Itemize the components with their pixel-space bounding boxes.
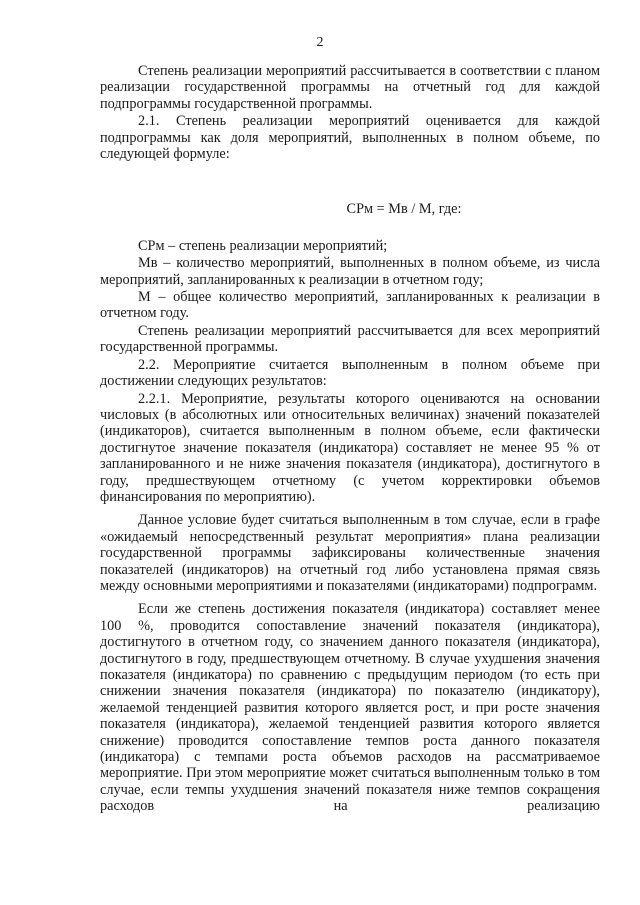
paragraph-comparison: Если же степень достижения показателя (индикатора) составляет менее 100 %, проводится сопоставление значений показателя (индикатора), достигнутого в отчетном году, со значением данного показателя (индикатора), достигнутого в году, предшествующем отчетному. В случае ухудшения значения показателя (индикатора) по сравнению с предыдущим периодом (то есть при снижении значения показателя (индикатора) по показателю (индикатору), желаемой тенденцией развития которого является рост, и при росте значения показателя (индикатора), желаемой тенденцией развития которого является снижение) проводится сопоставление темпов роста данного показателя (индикатора) с темпами роста объемов расходов на рассматриваемое мероприятие. При этом мероприятие может считаться выполненным только в том случае, если темпы ухудшения значений показателя ниже темпов сокращения расходов на реализацию xyxy=(100,601,600,815)
page-number: 2 xyxy=(316,35,324,50)
paragraph-2-1: 2.1. Степень реализации мероприятий оценивается для каждой подпрограммы как доля мероприятий, выполненных в полном объеме, по следующей формуле: xyxy=(100,113,600,163)
paragraph-2-2: 2.2. Мероприятие считается выполненным в полном объеме при достижении следующих результатов: xyxy=(100,356,600,390)
paragraph-2-2-1: 2.2.1. Мероприятие, результаты которого оцениваются на основании числовых (в абсолютных или относительных величинах) значений показателей (индикаторов), считается выполненным в полном объеме, если фактически достигнутое значение показателя (индикатора) составляет не менее 95 % от запланированного и не ниже значения показателя (индикатора), достигнутого в году, предшествующем отчетному (с учетом корректировки объемов финансирования по мероприятию). xyxy=(100,390,600,505)
document-body xyxy=(100,63,600,816)
formula: СРм = Мв / М, где: xyxy=(346,201,462,218)
definition-mv: Мв – количество мероприятий, выполненных в полном объеме, из числа мероприятий, запланированных к реализации в отчетном году; xyxy=(100,255,600,288)
paragraph-all-measures: Степень реализации мероприятий рассчитывается для всех мероприятий государственной программы. xyxy=(100,322,600,356)
paragraph-condition: Данное условие будет считаться выполненным в том случае, если в графе «ожидаемый непосредственный результат мероприятия» плана реализации государственной программы зафиксированы количественные значения показателей (индикаторов) на отчетный год либо установлена прямая связь между основными мероприятиями и показателями (индикаторами) подпрограмм. xyxy=(100,512,600,594)
paragraph-intro: Степень реализации мероприятий рассчитывается в соответствии с планом реализации государственной программы на отчетный год для каждой подпрограммы государственной программы. xyxy=(100,63,600,112)
definition-srm: СРм – степень реализации мероприятий; xyxy=(138,237,388,254)
definition-m: М – общее количество мероприятий, запланированных к реализации в отчетном году. xyxy=(100,289,600,322)
